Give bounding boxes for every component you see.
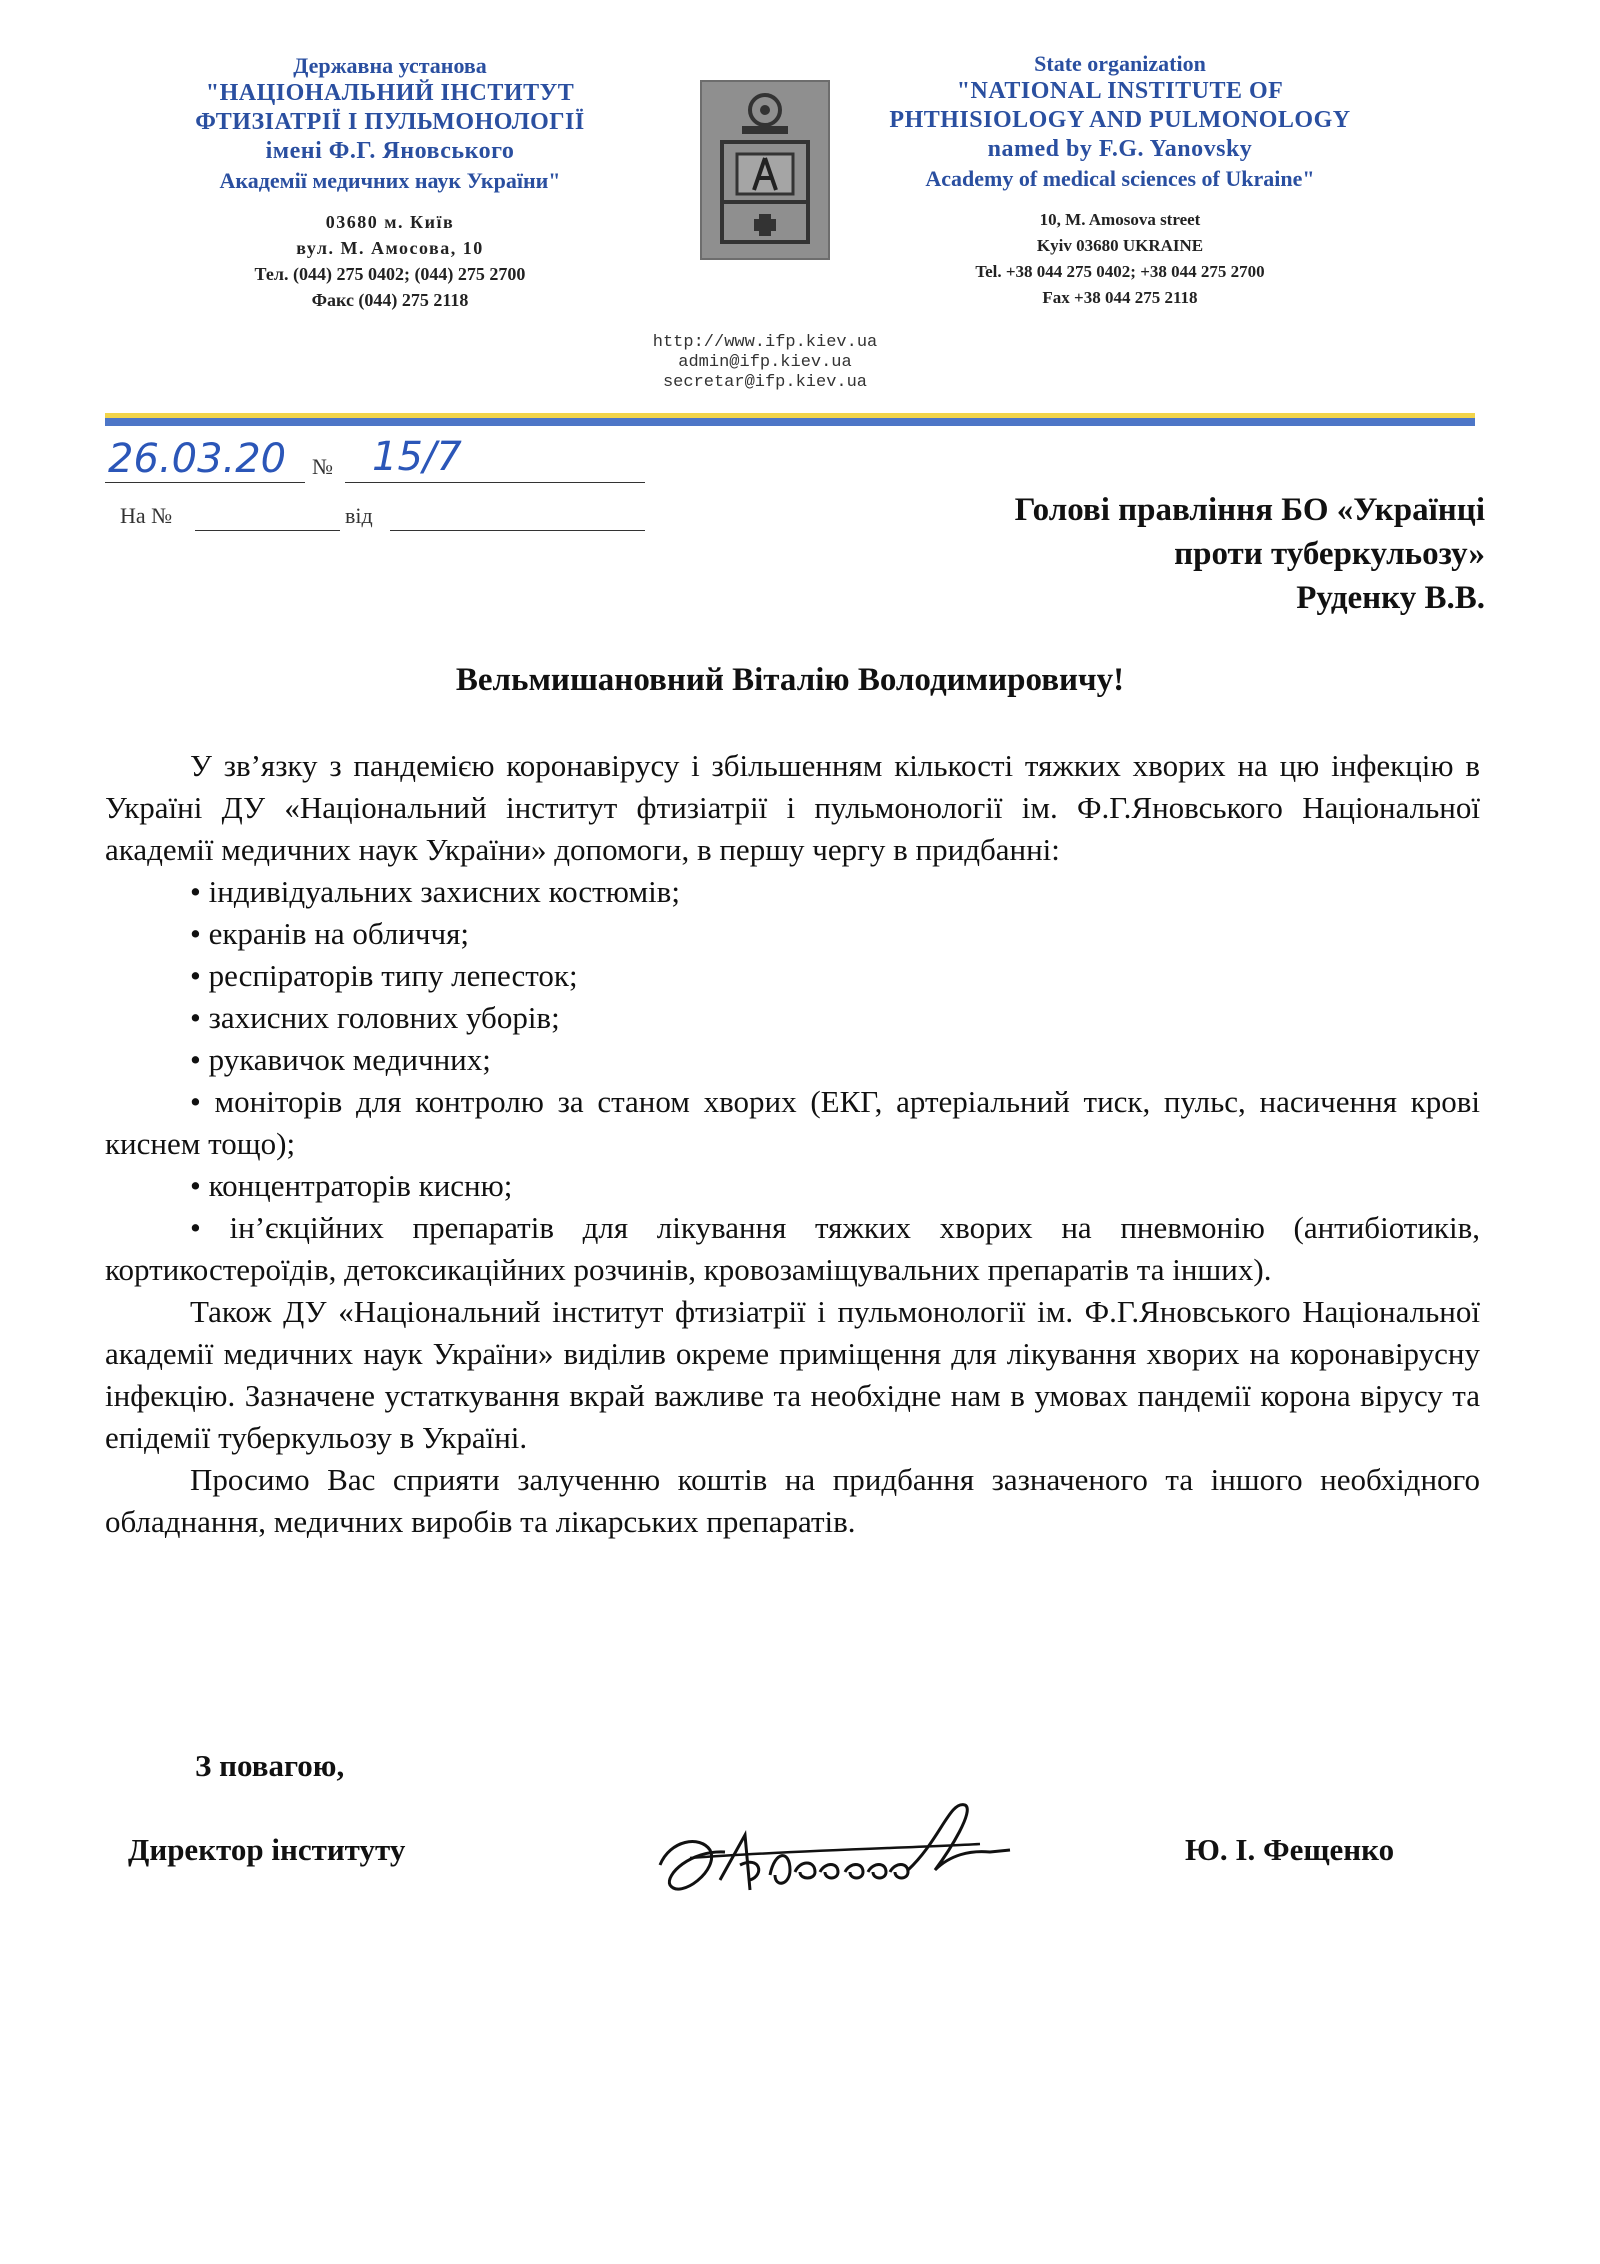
fax-en: Fax +38 044 275 2118 (1042, 288, 1198, 307)
request-paragraph: Просимо Вас сприяти залученню коштів на придбання зазначеного та іншого необхідного обладнання, медичних виробів та лікарських препаратів. (105, 1462, 1480, 1539)
academy-ua: Академії медичних наук України" (219, 168, 561, 193)
number-underline (345, 482, 645, 483)
website-url: http://www.ifp.kiev.ua (652, 333, 878, 352)
org-name-en-line1: "NATIONAL INSTITUTE OF (956, 78, 1284, 104)
org-name-en-line2: PHTHISIOLOGY AND PULMONOLOGY (889, 107, 1351, 133)
list-item: • захисних головних уборів; (190, 1000, 560, 1035)
recipient-line2: проти туберкульозу» (1174, 536, 1485, 572)
closing: З повагою, (195, 1748, 345, 1783)
needs-list (105, 871, 1480, 1291)
intro-paragraph: У зв’язку з пандемією коронавірусу і збільшенням кількості тяжких хворих на цю інфекцію в Україні ДУ «Національний інститут фтизіатрії і пульмонології ім. Ф.Г.Яновського Національної академії медичних наук України» допомоги, в першу чергу в придбанні: (105, 748, 1480, 867)
number-label: № (312, 454, 333, 479)
address-en (860, 207, 1380, 311)
divider-blue (105, 418, 1475, 426)
salutation: Вельмишановний Віталію Володимировичу! (455, 662, 1125, 698)
org-name-ua-line3: імені Ф.Г. Яновського (265, 138, 515, 164)
list-item: • концентраторів кисню; (190, 1168, 513, 1203)
letterhead-english (860, 50, 1380, 311)
academy-en: Academy of medical sciences of Ukraine" (925, 166, 1315, 191)
on-number-underline (195, 530, 340, 531)
secretary-email: secretar@ifp.kiev.ua (662, 373, 868, 392)
org-name-ua-line1: "НАЦІОНАЛЬНИЙ ІНСТИТУТ (205, 80, 575, 106)
postal-ua: 03680 м. Київ (325, 212, 455, 232)
list-item: • ін’єкційних препаратів для лікування тяжких хворих на пневмонію (антибіотиків, кортикостероїдів, детоксикаційних розчинів, кровозаміщувальних препаратів та інших). (105, 1210, 1480, 1287)
street-ua: вул. М. Амосова, 10 (296, 238, 484, 258)
tel-en: Tel. +38 044 275 0402; +38 044 275 2700 (975, 262, 1265, 281)
from-label: від (345, 503, 373, 528)
list-item: • рукавичок медичних; (190, 1042, 491, 1077)
signatory-name: Ю. І. Фещенко (1185, 1832, 1395, 1867)
web-contacts (600, 333, 930, 393)
recipient-block (785, 488, 1485, 620)
handwritten-number: 15/7 (372, 434, 462, 480)
list-item: • індивідуальних захисних костюмів; (190, 874, 680, 909)
street-en: 10, M. Amosova street (1039, 210, 1201, 229)
address-ua (140, 209, 640, 313)
org-type-ua: Державна установа (293, 53, 487, 78)
list-item: • респіраторів типу лепесток; (190, 958, 578, 993)
city-en: Kyiv 03680 UKRAINE (1036, 236, 1204, 255)
fax-ua: Факс (044) 275 2118 (311, 290, 469, 310)
institute-logo-icon (700, 80, 830, 260)
signature-icon (650, 1780, 1050, 1930)
org-name-en-line3: named by F.G. Yanovsky (987, 136, 1253, 162)
date-underline (105, 482, 305, 483)
org-type-en: State organization (1034, 51, 1206, 76)
letterhead-ukrainian (140, 52, 640, 313)
recipient-line1: Голові правління БО «Українці (1014, 492, 1485, 528)
second-paragraph: Також ДУ «Національний інститут фтизіатрії і пульмонології ім. Ф.Г.Яновського Національної академії медичних наук України» виділив окреме приміщення для лікування хворих на коронавірусну інфекцію. Зазначене устаткування вкрай важливе та необхідне нам в умовах пандемії корона вірусу та епідемії туберкульозу в Україні. (105, 1294, 1480, 1455)
org-name-ua-line2: ФТИЗІАТРІЇ І ПУЛЬМОНОЛОГІЇ (195, 109, 585, 135)
letter-body (105, 745, 1480, 1543)
list-item: • екранів на обличчя; (190, 916, 469, 951)
list-item: • моніторів для контролю за станом хворих (ЕКГ, артеріальний тиск, пульс, насичення крові киснем тощо); (105, 1084, 1480, 1161)
from-underline (390, 530, 645, 531)
admin-email: admin@ifp.kiev.ua (678, 353, 852, 372)
on-number-label: На № (120, 503, 173, 528)
handwritten-date: 26.03.20 (108, 436, 287, 482)
recipient-line3: Руденку В.В. (1296, 580, 1485, 616)
tel-ua: Тел. (044) 275 0402; (044) 275 2700 (254, 264, 526, 284)
signatory-role: Директор інституту (128, 1832, 406, 1867)
